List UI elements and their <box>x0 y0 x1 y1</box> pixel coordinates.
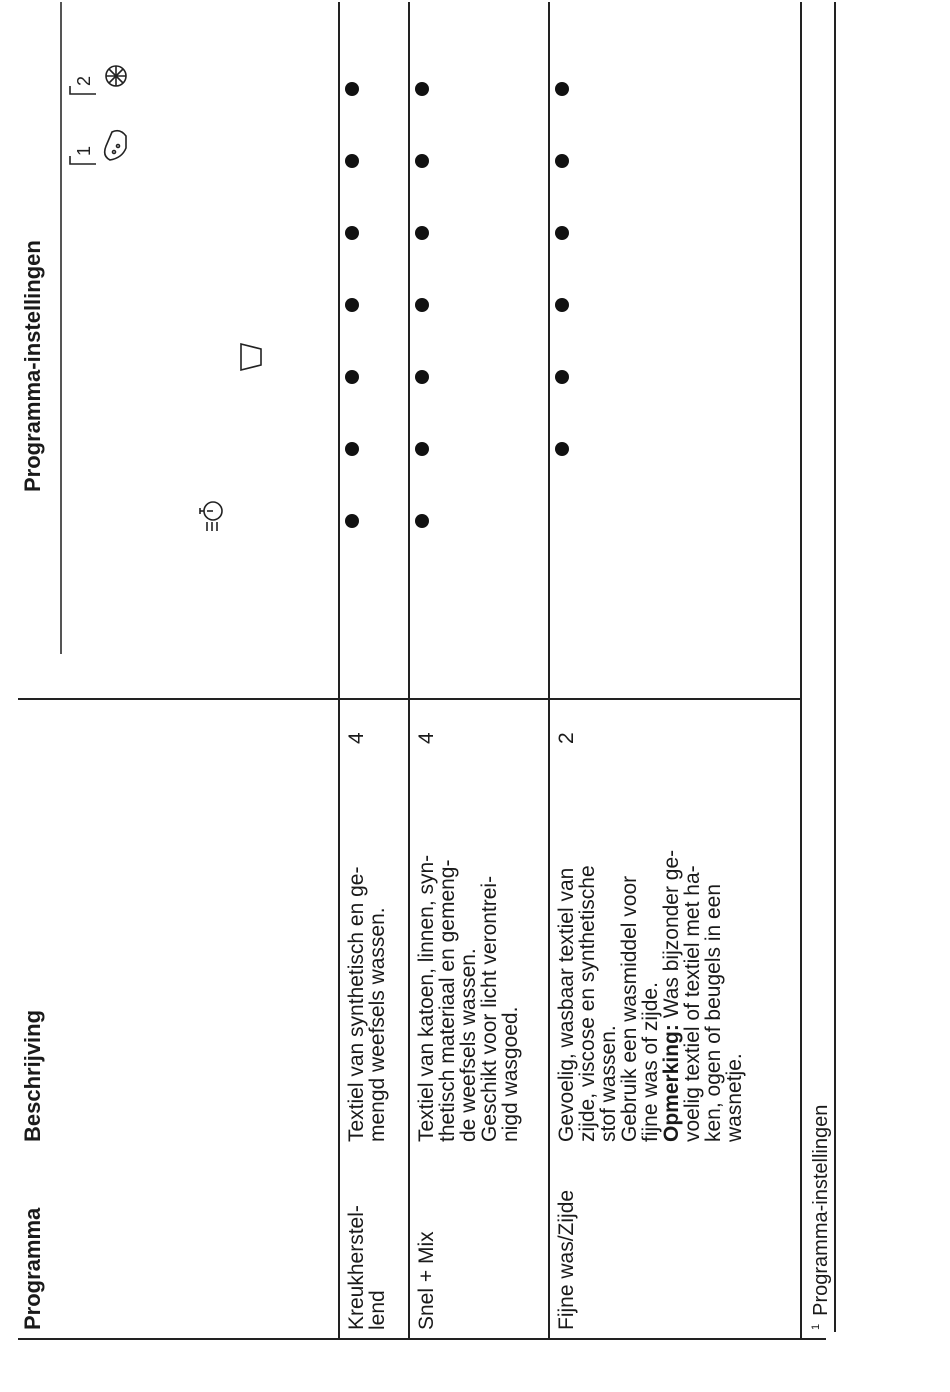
table-left-border <box>18 1338 826 1340</box>
setting-dot <box>345 370 359 384</box>
temp-ironing-label: 1 <box>74 145 94 156</box>
temp-ironing-icon <box>68 126 137 166</box>
program-description: Textiel van katoen, linnen, syn- thetisch materiaal en gemeng- de weefsels wassen. Geschikt voor licht verontrei- nigd wasgoed. <box>415 854 522 1142</box>
settings-header-underline <box>60 2 62 654</box>
setting-dot <box>415 370 429 384</box>
footnote <box>810 1105 833 1330</box>
row-divider-3 <box>548 2 550 1340</box>
note-label: Opmerking: <box>660 1024 683 1142</box>
setting-dot <box>555 298 569 312</box>
description-text: Gevoelig, wasbaar textiel van zijde, viscose en synthetische stof wassen. Gebruik een wasmiddel voor fijne was of zijde. <box>555 865 662 1142</box>
header-settings: Programma-instellingen <box>20 240 45 492</box>
setting-dot <box>415 514 429 528</box>
max-load: 2 <box>555 732 578 744</box>
max-load: 4 <box>415 732 438 744</box>
max-load: 4 <box>345 732 368 744</box>
footnote-text: Programma-instellingen <box>810 1104 832 1316</box>
setting-dot <box>415 298 429 312</box>
setting-dot <box>555 370 569 384</box>
setting-dot <box>555 226 569 240</box>
footnote-marker: 1 <box>810 1323 822 1330</box>
setting-dot <box>345 442 359 456</box>
setting-dot <box>415 442 429 456</box>
spin-icon <box>68 56 137 96</box>
setting-dot <box>345 154 359 168</box>
speed-perfect-icon <box>196 498 231 532</box>
setting-dot <box>345 514 359 528</box>
setting-dot <box>555 442 569 456</box>
setting-dot <box>415 226 429 240</box>
setting-dot <box>555 82 569 96</box>
setting-dot <box>415 82 429 96</box>
program-name: Kreukherstel- lend <box>345 1205 389 1330</box>
setting-dot <box>345 298 359 312</box>
header-program: Programma <box>20 1207 45 1330</box>
row-divider-4 <box>800 2 802 1340</box>
note-text: Was bijzonder ge- voelig textiel of textiel met ha- ken, ogen of beugels in een wasnetje. <box>660 849 746 1142</box>
setting-dot <box>345 82 359 96</box>
footnote-rule <box>834 2 836 1332</box>
prewash-basket-icon <box>238 342 269 372</box>
spin-label: 2 <box>74 75 94 86</box>
program-name: Fijne was/Zijde <box>555 1189 578 1330</box>
program-description: Textiel van synthetisch en ge- mengd weefsels wassen. <box>345 866 389 1142</box>
setting-dot <box>555 154 569 168</box>
program-description <box>556 722 745 1142</box>
row-divider-1 <box>338 2 340 1340</box>
row-divider-2 <box>408 2 410 1340</box>
header-description: Beschrijving <box>20 1009 45 1142</box>
setting-dot <box>415 154 429 168</box>
setting-dot <box>345 226 359 240</box>
program-name: Snel + Mix <box>415 1231 438 1330</box>
